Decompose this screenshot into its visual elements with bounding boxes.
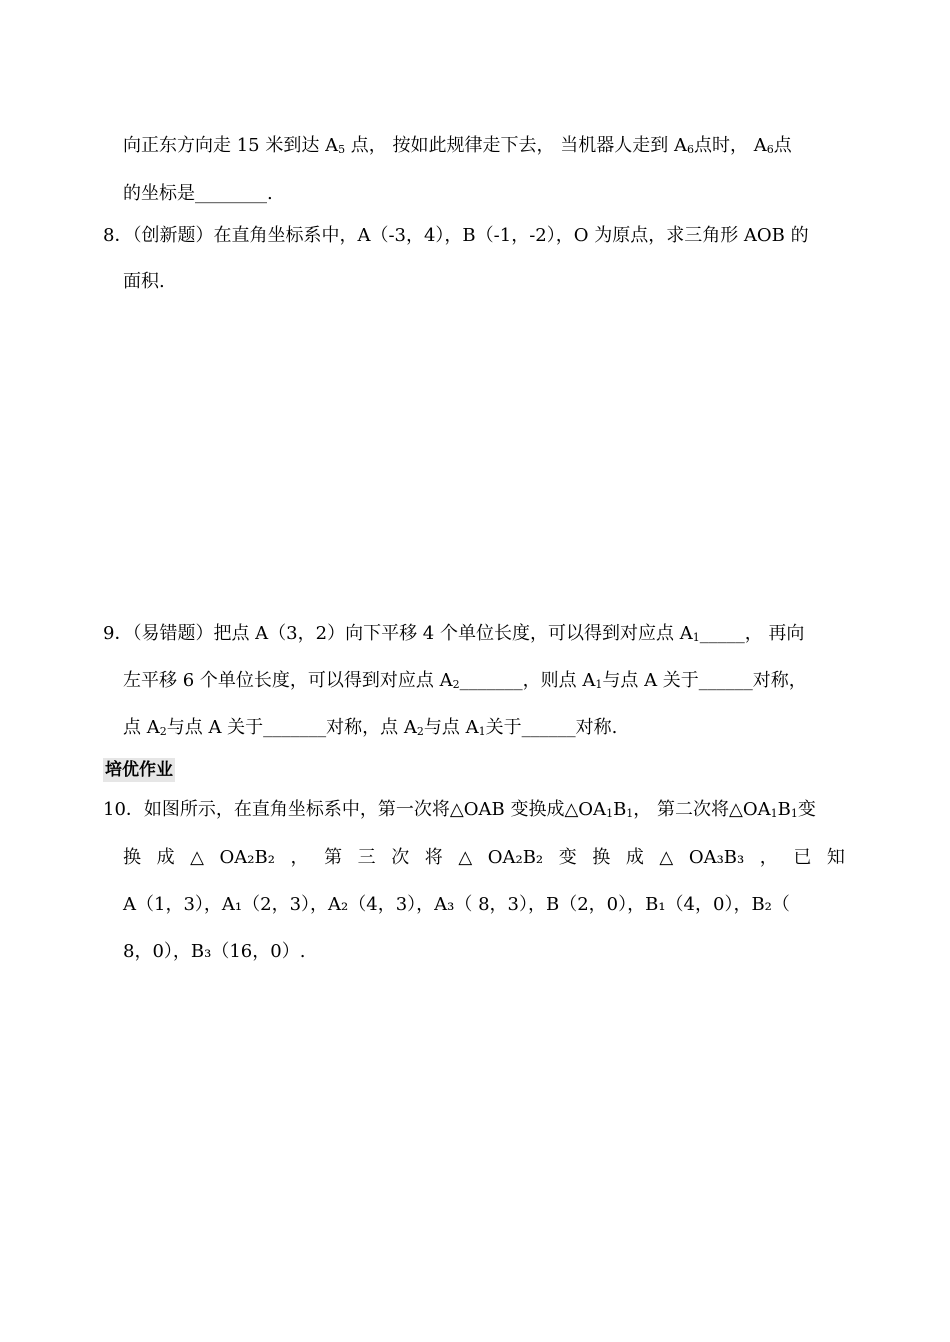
- q10-line-2-word: 已: [793, 847, 812, 868]
- q10-line-2-word: ，: [759, 847, 778, 868]
- q10-line-2-word: 第: [324, 847, 343, 868]
- q10-line-2-word: ，: [290, 847, 309, 868]
- q10-line-2-word: 将: [424, 847, 443, 868]
- q10-line-2-word: 三: [357, 847, 376, 868]
- q10-line-2-word: OA₃B₃: [688, 847, 745, 868]
- q10-line-2-word: 变: [558, 847, 577, 868]
- q10-line-3: A（1，3），A₁（2，3），A₂（4，3），A₃（ 8，3），B（2，0），B₁（4，0），B₂（: [123, 894, 790, 915]
- q10-line-2-word: 成: [156, 847, 175, 868]
- q10-line-2-word: △: [659, 847, 674, 868]
- q10-line-2-word: OA₂B₂: [487, 847, 544, 868]
- q8-line-1: 8．（创新题）在直角坐标系中，A（-3，4），B（-1，-2），O 为原点，求三角形 AOB 的: [103, 225, 809, 246]
- q10-line-2-word: 换: [592, 847, 611, 868]
- q8-line-2: 面积.: [123, 271, 165, 292]
- q9-line-1: 9．（易错题）把点 A（3，2）向下平移 4 个单位长度，可以得到对应点 $A_1\_\_\_\_\_$， 再向: [103, 623, 805, 644]
- q9-line-2: 左平移 6 个单位长度，可以得到对应点 $A_2\_\_\_\_\_\_\_$，则点 $A_1$与点 A 关于______对称，: [123, 670, 807, 691]
- q7-line-1: 向正东方向走 15 米到达 $A_5$ 点， 按如此规律走下去， 当机器人走到 $A_6$点时， $A_6$点: [123, 135, 792, 156]
- q10-line-4: 8，0），B₃（16，0）.: [123, 941, 306, 962]
- q7-line-2: 的坐标是________.: [123, 183, 273, 204]
- q10-line-2-word: △: [458, 847, 473, 868]
- section-heading: 培优作业: [105, 760, 173, 780]
- q10-line-2-word: 知: [826, 847, 845, 868]
- q10-line-2-word: OA₂B₂: [219, 847, 275, 868]
- q10-line-2-word: 成: [625, 847, 644, 868]
- q10-line-1: 10．如图所示，在直角坐标系中，第一次将△OAB 变换成$\triangle OA_1B_1$， 第二次将$\triangle OA_1B_1$变: [103, 799, 816, 820]
- q10-line-2-word: 换: [123, 847, 141, 868]
- q9-line-3: 点 $A_2$与点 A 关于_______对称，点 $A_2$与点 $A_1$关于______对称.: [123, 717, 618, 738]
- q10-line-2-word: 次: [391, 847, 410, 868]
- q10-line-2: [123, 846, 845, 870]
- q10-line-2-word: △: [190, 847, 204, 868]
